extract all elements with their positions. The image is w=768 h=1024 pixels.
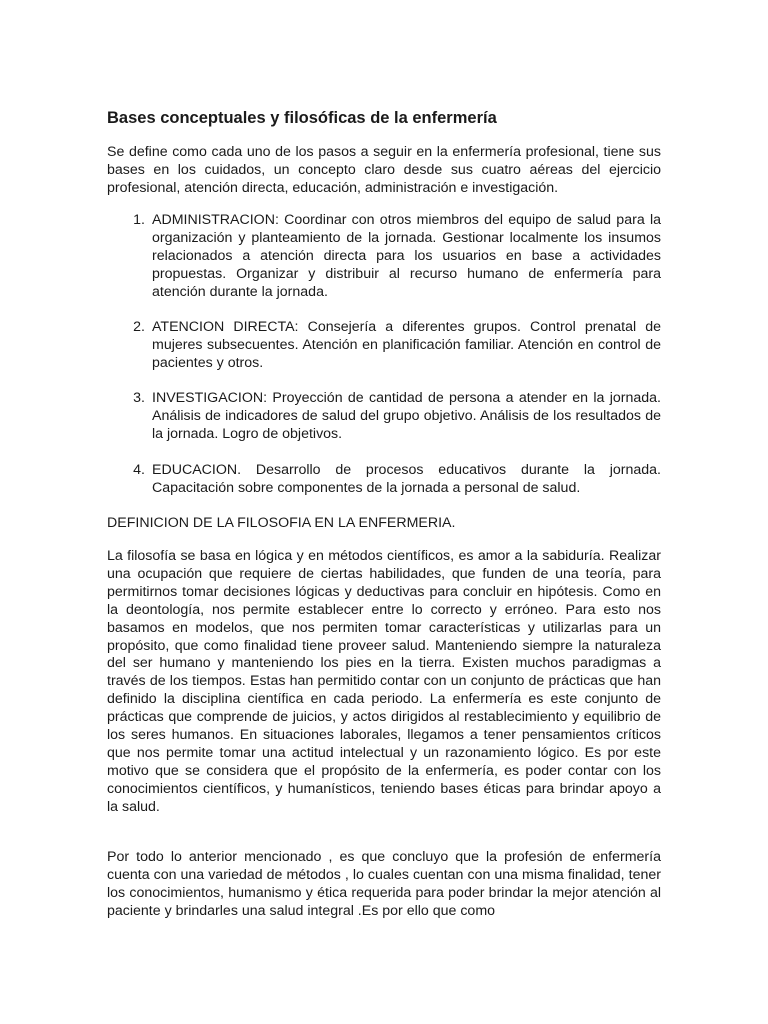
list-item (107, 212, 661, 302)
intro-paragraph: Se define como cada uno de los pasos a seguir en la enfermería profesional, tiene sus bases en los cuidados, un concepto claro desde sus cuatro aéreas del ejercicio profesional, atención directa, educación, administración e investigación. (107, 144, 661, 196)
list-item (107, 462, 661, 498)
numbered-list (107, 212, 661, 515)
list-item (107, 319, 661, 373)
list-item (107, 390, 661, 444)
list-item-text: ADMINISTRACION: Coordinar con otros miembros del equipo de salud para la organización y planteamiento de la jornada. Gestionar localmente los insumos relacionados a atención directa para los usuarios en base a actividades propuestas. Organizar y distribuir al recurso humano de enfermería para atención durante la jornada. (152, 212, 661, 300)
section-heading: DEFINICION DE LA FILOSOFIA EN LA ENFERMERIA. (107, 515, 456, 531)
page-title: Bases conceptuales y filosóficas de la enfermería (107, 109, 497, 127)
list-item-text: EDUCACION. Desarrollo de procesos educativos durante la jornada. Capacitación sobre componentes de la jornada a personal de salud. (152, 461, 661, 496)
list-item-text: INVESTIGACION: Proyección de cantidad de persona a atender en la jornada. Análisis de indicadores de salud del grupo objetivo. Análisis de los resultados de la jornada. Logro de objetivos. (152, 390, 661, 443)
list-number: 1. (133, 212, 145, 228)
list-number: 2. (133, 319, 145, 336)
conclusion-paragraph: Por todo lo anterior mencionado , es que concluyo que la profesión de enfermería cuenta con una variedad de métodos , lo cuales cuentan con una misma finalidad, tener los conocimientos, humanismo y ética requerida para poder brindar la mejor atención al paciente y brindarles una salud integral .Es por ello que como (107, 849, 661, 919)
philosophy-paragraph: La filosofía se basa en lógica y en métodos científicos, es amor a la sabiduría. Realizar una ocupación que requiere de ciertas habilidades, que funden de una teoría, para permitirnos tomar decisiones lógicas y deductivas para concluir en hipótesis. Como en la deontología, nos permite establecer entre lo correcto y erróneo. Para esto nos basamos en modelos, que nos permiten tomar características y utilizarlas para un propósito, que como finalidad tiene proveer salud. Manteniendo siempre la naturaleza del ser humano y manteniendo los pies en la tierra. Existen muchos paradigmas a través de los tiempos. Estas han permitido contar con un conjunto de prácticas que han definido la disciplina científica en cada periodo. La enfermería es este conjunto de prácticas que comprende de juicios, y actos dirigidos al restablecimiento y equilibrio de los seres humanos. En situaciones laborales, llegamos a tener pensamientos críticos que nos permite tomar una actitud intelectual y un razonamiento lógico. Es por este motivo que se considera que el propósito de la enfermería, es poder contar con los conocimientos científicos, y humanísticos, teniendo bases éticas para brindar apoyo a la salud. (107, 548, 661, 815)
list-number: 3. (133, 390, 145, 407)
list-item-text: ATENCION DIRECTA: Consejería a diferentes grupos. Control prenatal de mujeres subsecuentes. Atención en planificación familiar. Atención en control de pacientes y otros. (152, 319, 661, 371)
list-number: 4. (133, 461, 145, 478)
